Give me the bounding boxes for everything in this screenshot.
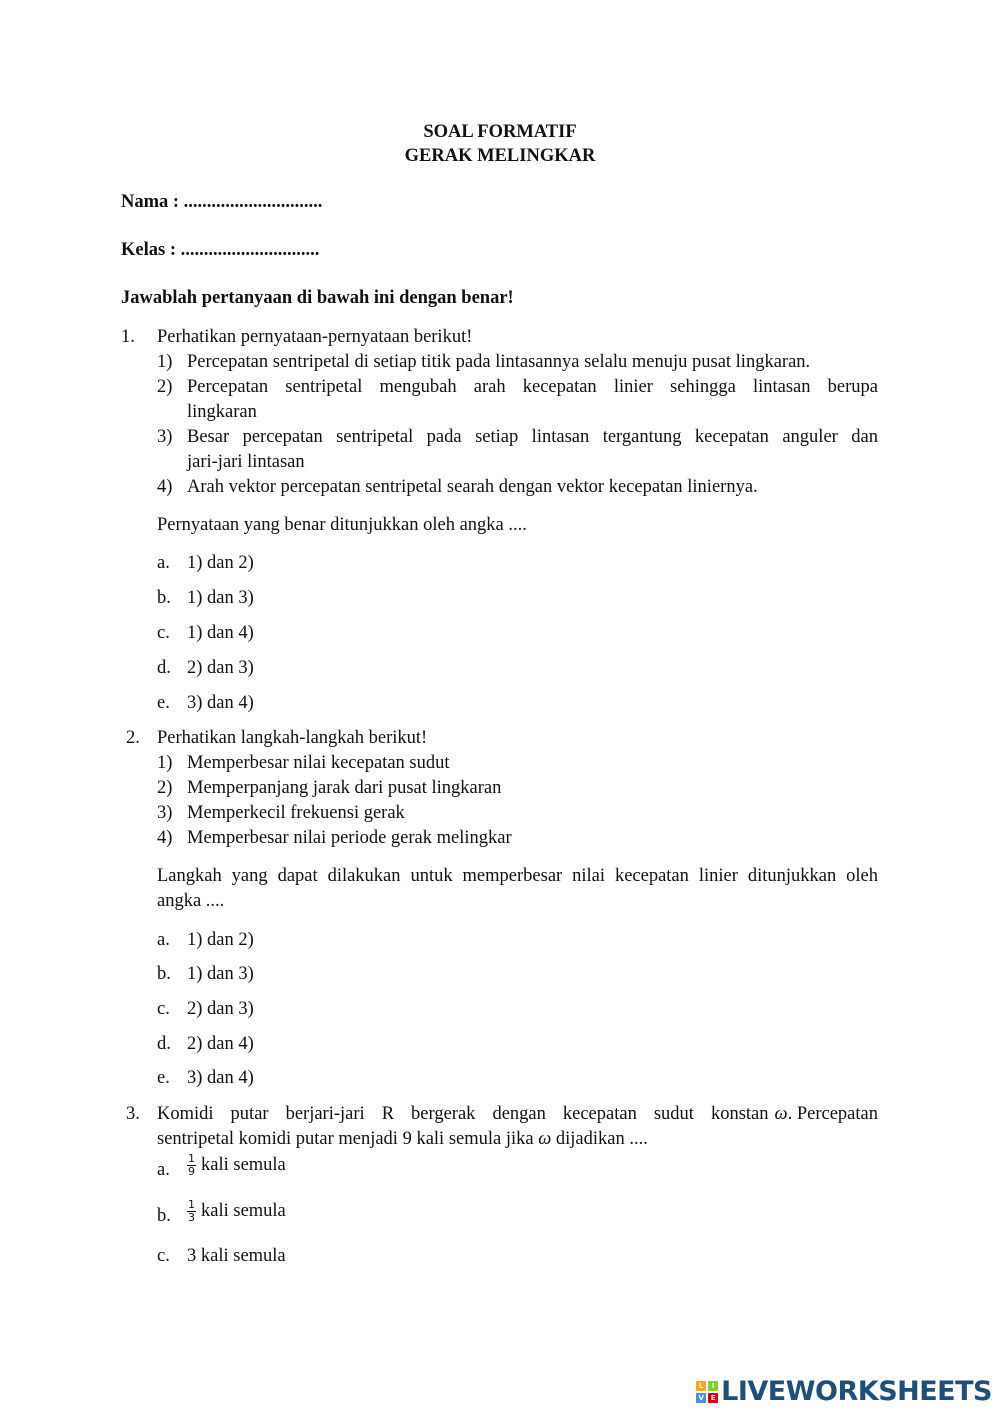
step-text: Memperbesar nilai periode gerak melingkar <box>187 828 512 848</box>
fraction: $\frac{1}{3}$ <box>188 1198 195 1224</box>
statement-text: Arah vektor percepatan sentripetal searah dengan vektor kecepatan liniernya. <box>187 477 758 497</box>
step-number: 4) <box>157 828 173 848</box>
option-letter[interactable]: c. <box>157 999 170 1019</box>
option-text[interactable]: 3 kali semula <box>187 1246 286 1266</box>
option-letter[interactable]: a. <box>157 553 170 573</box>
question-line <box>157 1129 648 1150</box>
option-letter[interactable]: e. <box>157 1068 170 1088</box>
option-letter[interactable]: b. <box>157 964 171 984</box>
question-prompt: Pernyataan yang benar ditunjukkan oleh angka .... <box>157 515 527 535</box>
question-number: 2. <box>126 728 140 748</box>
statement-number: 4) <box>157 477 173 497</box>
option-text[interactable]: 1) dan 4) <box>187 623 254 643</box>
logo-block: L <box>696 1381 706 1391</box>
statement-text: Percepatan sentripetal mengubah arah kecepatan linier sehingga lintasan berupa <box>187 377 878 397</box>
logo-block: I <box>708 1381 718 1391</box>
liveworksheets-logo <box>696 1376 992 1407</box>
option-letter[interactable]: c. <box>157 1246 170 1266</box>
fraction: $\frac{1}{9}$ <box>188 1152 195 1178</box>
statement-number: 2) <box>157 377 173 397</box>
page-subtitle: GERAK MELINGKAR <box>404 146 596 166</box>
name-field[interactable]: Nama : .............................. <box>121 192 323 212</box>
omega-symbol: ω <box>774 1104 788 1124</box>
option-letter[interactable]: d. <box>157 1034 171 1054</box>
page-title: SOAL FORMATIF <box>423 122 577 142</box>
question-intro: Perhatikan langkah-langkah berikut! <box>157 728 428 748</box>
question-text-part: sentripetal komidi putar menjadi 9 kali semula jika <box>157 1129 534 1149</box>
class-field[interactable]: Kelas : .............................. <box>121 240 320 260</box>
question-prompt-cont: angka .... <box>157 891 225 911</box>
step-number: 2) <box>157 778 173 798</box>
statement-text: Besar percepatan sentripetal pada setiap lintasan tergantung kecepatan anguler dan <box>187 427 878 447</box>
statement-number: 1) <box>157 352 173 372</box>
question-number: 3. <box>126 1104 140 1124</box>
logo-blocks-icon <box>696 1381 718 1403</box>
option-text[interactable]: 2) dan 4) <box>187 1034 254 1054</box>
step-text: Memperkecil frekuensi gerak <box>187 803 405 823</box>
option-text[interactable]: 1) dan 3) <box>187 588 254 608</box>
question-line <box>157 1104 878 1125</box>
option-text[interactable]: 2) dan 3) <box>187 999 254 1019</box>
statement-text-cont: lingkaran <box>187 402 257 422</box>
option-text[interactable]: $\frac{1}{3}$ kali semula <box>188 1198 286 1224</box>
statement-text-cont: jari-jari lintasan <box>187 452 305 472</box>
question-prompt: Langkah yang dapat dilakukan untuk memperbesar nilai kecepatan linier ditunjukkan oleh <box>157 866 878 886</box>
option-text[interactable]: 2) dan 3) <box>187 658 254 678</box>
option-letter[interactable]: d. <box>157 658 171 678</box>
option-text[interactable]: $\frac{1}{9}$ kali semula <box>188 1152 286 1178</box>
question-text-part: . Percepatan <box>787 1104 878 1124</box>
instruction: Jawablah pertanyaan di bawah ini dengan benar! <box>121 288 514 308</box>
option-text[interactable]: 3) dan 4) <box>187 1068 254 1088</box>
step-number: 1) <box>157 753 173 773</box>
step-text: Memperpanjang jarak dari pusat lingkaran <box>187 778 502 798</box>
option-text[interactable]: 1) dan 2) <box>187 553 254 573</box>
question-intro: Perhatikan pernyataan-pernyataan berikut! <box>157 327 473 347</box>
logo-block: V <box>696 1393 706 1403</box>
option-text[interactable]: 1) dan 2) <box>187 930 254 950</box>
step-text: Memperbesar nilai kecepatan sudut <box>187 753 450 773</box>
omega-symbol: ω <box>538 1129 552 1149</box>
option-letter[interactable]: e. <box>157 693 170 713</box>
logo-block: E <box>708 1393 718 1403</box>
option-letter[interactable]: b. <box>157 588 171 608</box>
step-number: 3) <box>157 803 173 823</box>
question-number: 1. <box>121 327 135 347</box>
statement-text: Percepatan sentripetal di setiap titik pada lintasannya selalu menuju pusat lingkaran. <box>187 352 811 372</box>
option-text[interactable]: 1) dan 3) <box>187 964 254 984</box>
option-letter[interactable]: a. <box>157 930 170 950</box>
question-text-part: dijadikan .... <box>555 1129 648 1149</box>
option-letter[interactable]: c. <box>157 623 170 643</box>
logo-text: LIVEWORKSHEETS <box>721 1376 992 1407</box>
question-text-part: Komidi putar berjari-jari R bergerak dengan kecepatan sudut konstan <box>157 1104 769 1124</box>
option-letter[interactable]: b. <box>157 1206 171 1226</box>
option-letter[interactable]: a. <box>157 1160 170 1180</box>
statement-number: 3) <box>157 427 173 447</box>
option-text[interactable]: 3) dan 4) <box>187 693 254 713</box>
